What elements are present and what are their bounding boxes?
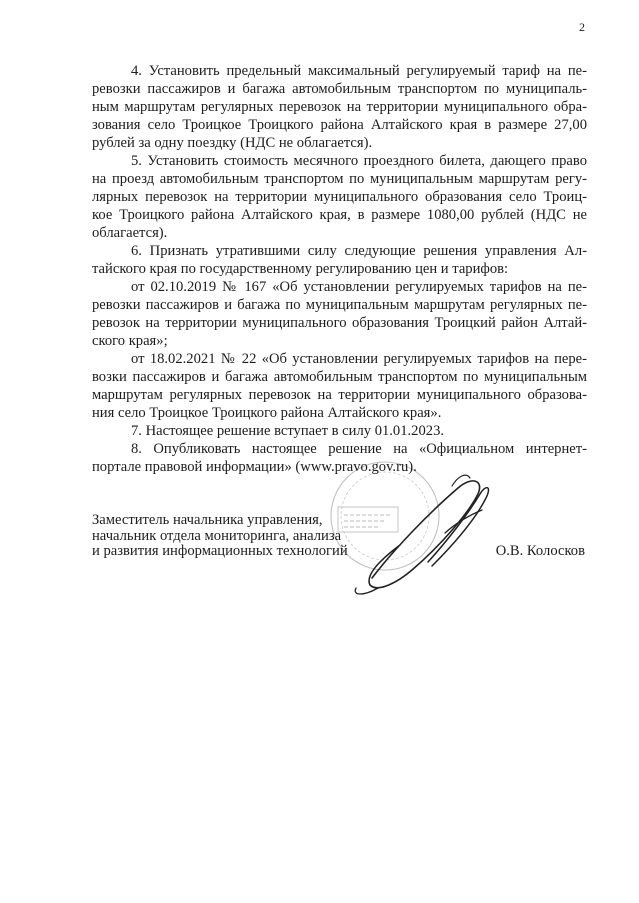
item-7 [92,422,587,440]
text-line: маршрутам регулярных перевозок на территории муниципального образова- [92,387,587,403]
text-line: ского края»; [92,333,168,349]
text-line: лярных перевозок на территории муниципального образования село Троиц- [92,189,587,205]
text-line: зования село Троицкое Троицкого района Алтайского края в размере 27,00 [92,117,587,133]
signatory-position-line: и развития информационных технологий [92,543,348,559]
text-line: 4. Установить предельный максимальный регулируемый тариф на пе- [131,63,587,79]
signature-stroke [369,481,480,588]
text-line: возки пассажиров и багажа автомобильным транспортом по муниципальным [92,369,587,385]
item-4 [92,62,587,152]
text-line: на проезд автомобильным транспортом по муниципальным маршрутам регу- [92,171,587,187]
text-line: ния село Троицкое Троицкого района Алтайского края». [92,405,442,421]
handwritten-signature [355,475,488,594]
repealed-decision-22 [92,350,587,422]
text-line: ным маршрутам регулярных перевозок на территории муниципального обра- [92,99,587,115]
text-line: облагается). [92,225,168,241]
item-8 [92,440,587,476]
text-line: кое Троицкого района Алтайского края, в размере 1080,00 рублей (НДС не [92,207,587,223]
text-line: рублей за одну поездку (НДС не облагается). [92,135,373,151]
text-line: 5. Установить стоимость месячного проездного билета, дающего право [131,153,587,169]
repealed-decision-167 [92,278,587,350]
signatory-position-line: начальник отдела мониторинга, анализа [92,527,342,544]
text-line: от 02.10.2019 № 167 «Об установлении регулируемых тарифов на пе- [131,279,587,295]
item-6 [92,242,587,278]
signature-stroke [452,475,470,486]
text-line: ревозки пассажиров и багажа автомобильным транспортом по муниципаль- [92,81,587,97]
document-body [92,62,587,476]
page-number: 2 [579,20,585,34]
signatory-position-line: Заместитель начальника управления, [92,512,323,528]
text-line: ревозок на территории муниципального образования Троицкий район Алтай- [92,315,587,331]
text-line: от 18.02.2021 № 22 «Об установлении регулируемых тарифов на пере- [131,351,587,367]
text-line: ревозки пассажиров и багажа по муниципальным маршрутам регулярных пе- [92,297,587,313]
signature-stroke [355,510,482,594]
signature-stroke [428,488,488,566]
item-5 [92,152,587,242]
stamp-faint-marks [344,515,392,527]
text-line: 8. Опубликовать настоящее решение на «Официальном интернет- [131,441,587,457]
text-line: 6. Признать утратившими силу следующие решения управления Ал- [131,243,587,259]
text-line: тайского края по государственному регулированию цен и тарифов: [92,261,509,277]
stamp-inner-ring [341,472,429,560]
signatory-name: О.В. Колосков [495,543,585,559]
text-line: портале правовой информации» (www.pravo.gov.ru). [92,459,417,475]
signatory-position [92,513,348,560]
text-line: 7. Настоящее решение вступает в силу 01.01.2023. [131,423,445,439]
